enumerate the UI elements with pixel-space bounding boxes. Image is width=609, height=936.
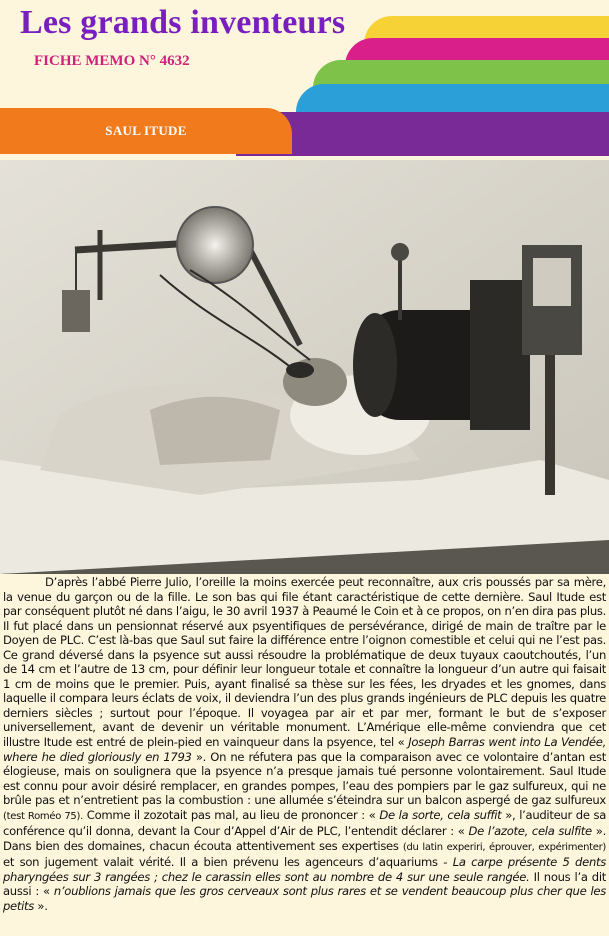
reference: (test Roméo 75). <box>3 810 83 822</box>
biography-part: et son jugement valait vérité. Il a bien prévenu les agenceurs d’aquariums - <box>3 855 453 870</box>
biography-part: D’après l’abbé Pierre Julio, l’oreille la moins exercée peut reconnaître, aux cris poussés par sa mère, la venue du garçon ou de la fille. Le son bas qui file étant caractéristique de cette dernière. Saul Itude est par conséquent plutôt né dans l’aigu, le 30 avril 1937 à Peaumé le Coin et à ce propos, on n’en dira pas plus. Il fut placé dans un pensionnat réservé aux psyentifiques de persévérance, dirigé de main de traître par le Doyen de PLC. C’est là-bas que Saul sut faire la différence entre l’oignon comestible et celui qui ne l’est pas. Ce grand déversé dans la psyence sut aussi résoudre la problématique de deux tuyaux caoutchoutés, l’un de 14 cm et l’autre de 13 cm, pour définir leur longueur totale et connaître la longueur d’un autre qui faisait 1 cm de moins que le premier. Puis, ayant finalisé sa thèse sur les fées, les dryades et les gnomes, dans laquelle il compara leurs éclats de voix, il deviendra l’un des plus grands ingénieurs de PLC depuis les quatre derniers siècles ; surtout pour l’époque. Il voyagea par air et par mer, formant le but de s’exposer universellement, avant de devenir un véritable monument. L’Amérique elle-même conviendra que cet illustre Itude est entré de plein-pied en vainqueur dans la psyence, tel « <box>3 575 606 750</box>
biography-part: ». On ne réfutera pas que la comparaison avec ce volontaire d’antan est élogieuse, mais on soulignera que la psyence n’a presque jamais tué personne volontairement. Saul Itude est connu pour avoir désiré remplacer, en grandes pompes, l’eau des pompiers par le gaz sulfureux, qui ne brûle pas et n’entretient pas la combustion : une allumée s’éteindra sur un balcon aspergé de gaz sulfureux <box>3 749 606 808</box>
biography-part: Comme il zozotait pas mal, au lieu de prononcer : « <box>82 807 380 822</box>
photo-illustration-icon <box>0 160 609 574</box>
page-title: Les grands inventeurs <box>20 4 346 41</box>
biography-part: Il nous l’a dit aussi : « <box>3 869 606 899</box>
quote: Joseph Barras went into La Vendée, where he died gloriously en 1793 <box>3 735 606 764</box>
biography-text <box>3 575 606 914</box>
quote: De l’azote, cela sulfite <box>468 824 592 839</box>
inventor-name: SAUL ITUDE <box>105 123 187 138</box>
quote: La carpe présente 5 dents pharyngées sur 3 rangées ; chez le carassin elles sont au nombre de 4 sur une seule rangée. <box>3 855 606 884</box>
quote: n’oublions jamais que les gros cerveaux sont plus rares et se vendent beaucoup plus cher que les petits <box>3 884 606 914</box>
reference: (du latin experiri, éprouver, expérimenter) <box>402 841 606 853</box>
inventor-photo <box>0 160 609 574</box>
biography-part: », l’auditeur de sa conférence qu’il donna, devant la Cour d’Appel d’Air de PLC, l’entendit déclarer : « <box>3 807 607 839</box>
memo-number: FICHE MEMO N° 4632 <box>34 53 190 69</box>
biography-part: ». Dans bien des domaines, chacun écouta attentivement ses expertises <box>3 824 606 853</box>
biography-part: ». <box>34 899 48 914</box>
header <box>0 0 609 165</box>
quote: De la sorte, cela suffit <box>379 807 502 822</box>
